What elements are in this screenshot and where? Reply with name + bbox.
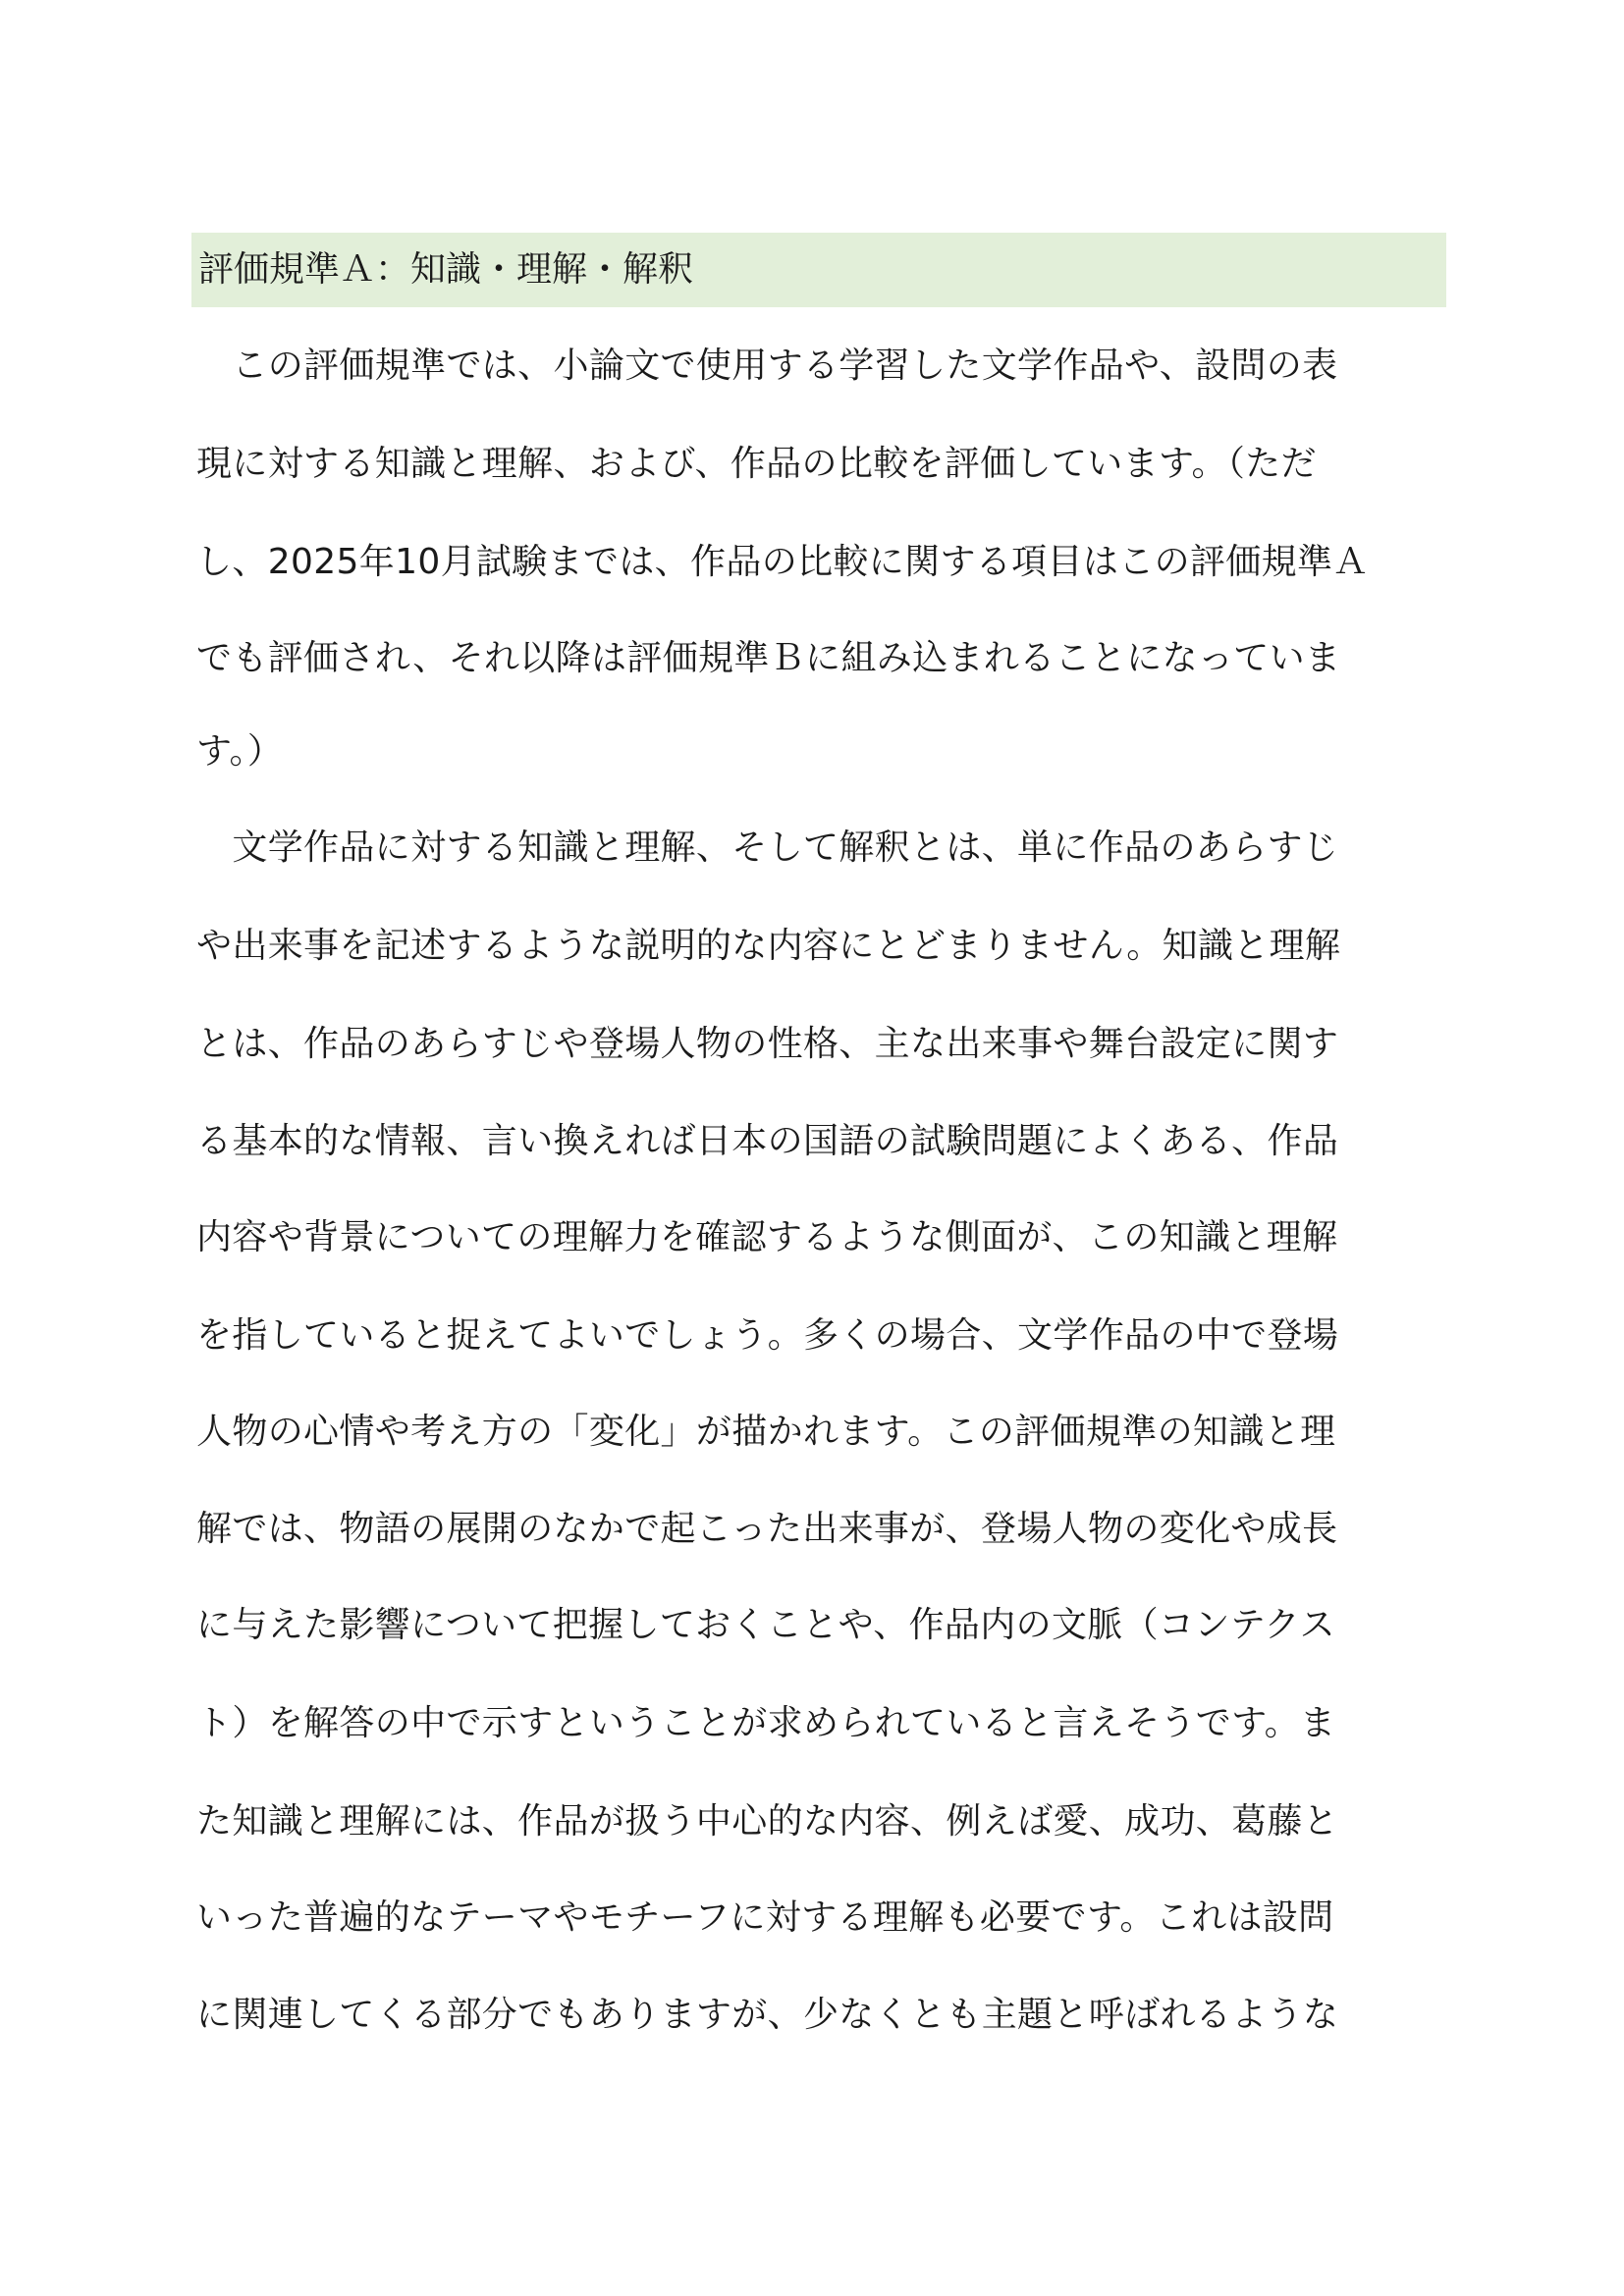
body-line: いった普遍的なテーマやモチーフに対する理解も必要です。これは設問 bbox=[196, 1897, 1334, 1938]
body-line: る基本的な情報、言い換えれば日本の国語の試験問題によくある、作品 bbox=[196, 1121, 1339, 1161]
body-line: ト）を解答の中で示すということが求められていると言えそうです。ま bbox=[196, 1703, 1336, 1743]
body-line: や出来事を記述するような説明的な内容にとどまりません。知識と理解 bbox=[196, 926, 1341, 966]
body-line: 解では、物語の展開のなかで起こった出来事が、登場人物の変化や成長 bbox=[196, 1509, 1338, 1549]
body-line: に与えた影響について把握しておくことや、作品内の文脈（コンテクス bbox=[196, 1605, 1335, 1645]
body-line: 文学作品に対する知識と理解、そして解釈とは、単に作品のあらすじ bbox=[196, 828, 1339, 868]
body-line: この評価規準では、小論文で使用する学習した文学作品や、設問の表 bbox=[196, 346, 1338, 386]
body-line: を指していると捉えてよいでしょう。多くの場合、文学作品の中で登場 bbox=[196, 1315, 1339, 1356]
section-heading-bar bbox=[191, 233, 1446, 307]
body-line: し、2025年10月試験までは、作品の比較に関する項目はこの評価規準Ａ bbox=[196, 542, 1369, 582]
body-line: す。） bbox=[196, 731, 284, 772]
body-line: 人物の心情や考え方の「変化」が描かれます。この評価規準の知識と理 bbox=[196, 1412, 1336, 1452]
body-line: 現に対する知識と理解、および、作品の比較を評価しています。（ただ bbox=[196, 444, 1317, 484]
section-heading: 評価規準Ａ：知識・理解・解釈 bbox=[198, 249, 694, 290]
body-line: た知識と理解には、作品が扱う中心的な内容、例えば愛、成功、葛藤と bbox=[196, 1801, 1339, 1842]
body-line: とは、作品のあらすじや登場人物の性格、主な出来事や舞台設定に関す bbox=[196, 1024, 1339, 1064]
body-line: 内容や背景についての理解力を確認するような側面が、この知識と理解 bbox=[196, 1217, 1338, 1257]
body-line: に関連してくる部分でもありますが、少なくとも主題と呼ばれるような bbox=[196, 1995, 1339, 2035]
body-line: でも評価され、それ以降は評価規準Ｂに組み込まれることになっていま bbox=[196, 638, 1341, 678]
